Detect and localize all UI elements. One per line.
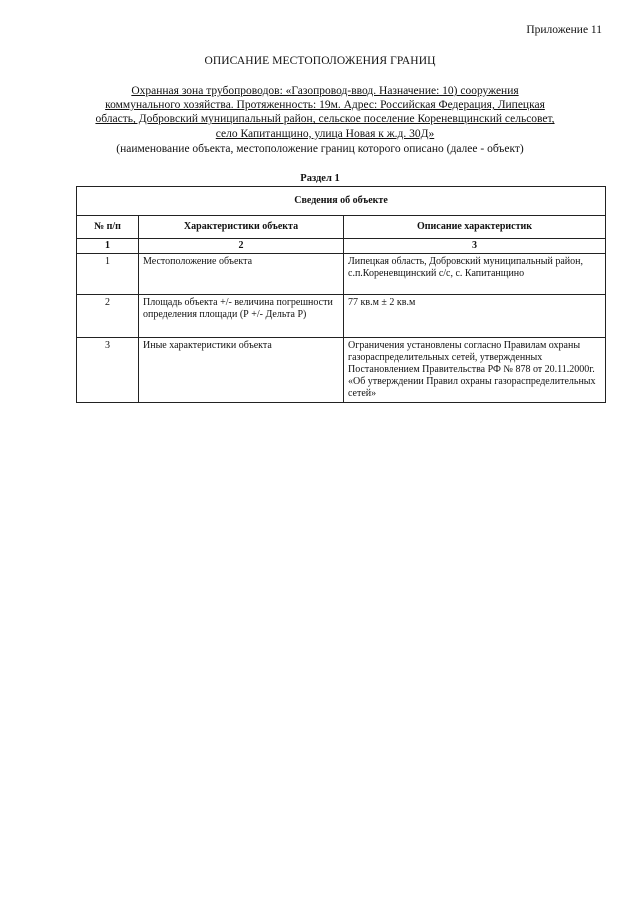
column-header-characteristic: Характеристики объекта [139, 216, 344, 239]
table-column-header-row [77, 216, 606, 239]
object-description-line: область, Добровский муниципальный район, сельское поселение Кореневщинский сельсовет, [95, 113, 555, 126]
row-description: Липецкая область, Добровский муниципальный район, с.п.Кореневщинский с/с, с. Капитанщино [344, 254, 606, 295]
column-index: 1 [77, 239, 139, 254]
row-number: 3 [77, 338, 139, 403]
table-row [77, 254, 606, 295]
object-description-line: село Капитанщино, улица Новая к ж.д. 30Д» [215, 127, 435, 140]
table-row [77, 295, 606, 338]
row-characteristic: Местоположение объекта [139, 254, 344, 295]
appendix-label: Приложение 11 [526, 24, 602, 36]
column-index: 3 [344, 239, 606, 254]
row-characteristic: Площадь объекта +/- величина погрешности определения площади (Р +/- Дельта Р) [139, 295, 344, 338]
column-index: 2 [139, 239, 344, 254]
object-description-line: коммунального хозяйства. Протяженность: 19м. Адрес: Российская Федерация, Липецкая [105, 99, 545, 112]
table-column-index-row [77, 239, 606, 254]
object-description [80, 84, 570, 141]
row-description: Ограничения установлены согласно Правилам охраны газораспределительных сетей, утвержденных Постановлением Правительства РФ № 878 от 20.11.2000г. «Об утверждении Правил охраны газораспределительных сетей» [344, 338, 606, 403]
column-header-description: Описание характеристик [344, 216, 606, 239]
object-info-table [76, 186, 606, 403]
row-number: 2 [77, 295, 139, 338]
column-header-number: № п/п [77, 216, 139, 239]
row-number: 1 [77, 254, 139, 295]
object-caption: (наименование объекта, местоположение границ которого описано (далее - объект) [116, 143, 524, 155]
section-title: Раздел 1 [300, 173, 340, 184]
table-heading-row [77, 187, 606, 216]
row-characteristic: Иные характеристики объекта [139, 338, 344, 403]
table-heading: Сведения об объекте [77, 187, 606, 216]
object-description-line: Охранная зона трубопроводов: «Газопровод-ввод. Назначение: 10) сооружения [131, 85, 519, 97]
table-row [77, 338, 606, 403]
row-description: 77 кв.м ± 2 кв.м [344, 295, 606, 338]
document-title: ОПИСАНИЕ МЕСТОПОЛОЖЕНИЯ ГРАНИЦ [204, 55, 436, 67]
